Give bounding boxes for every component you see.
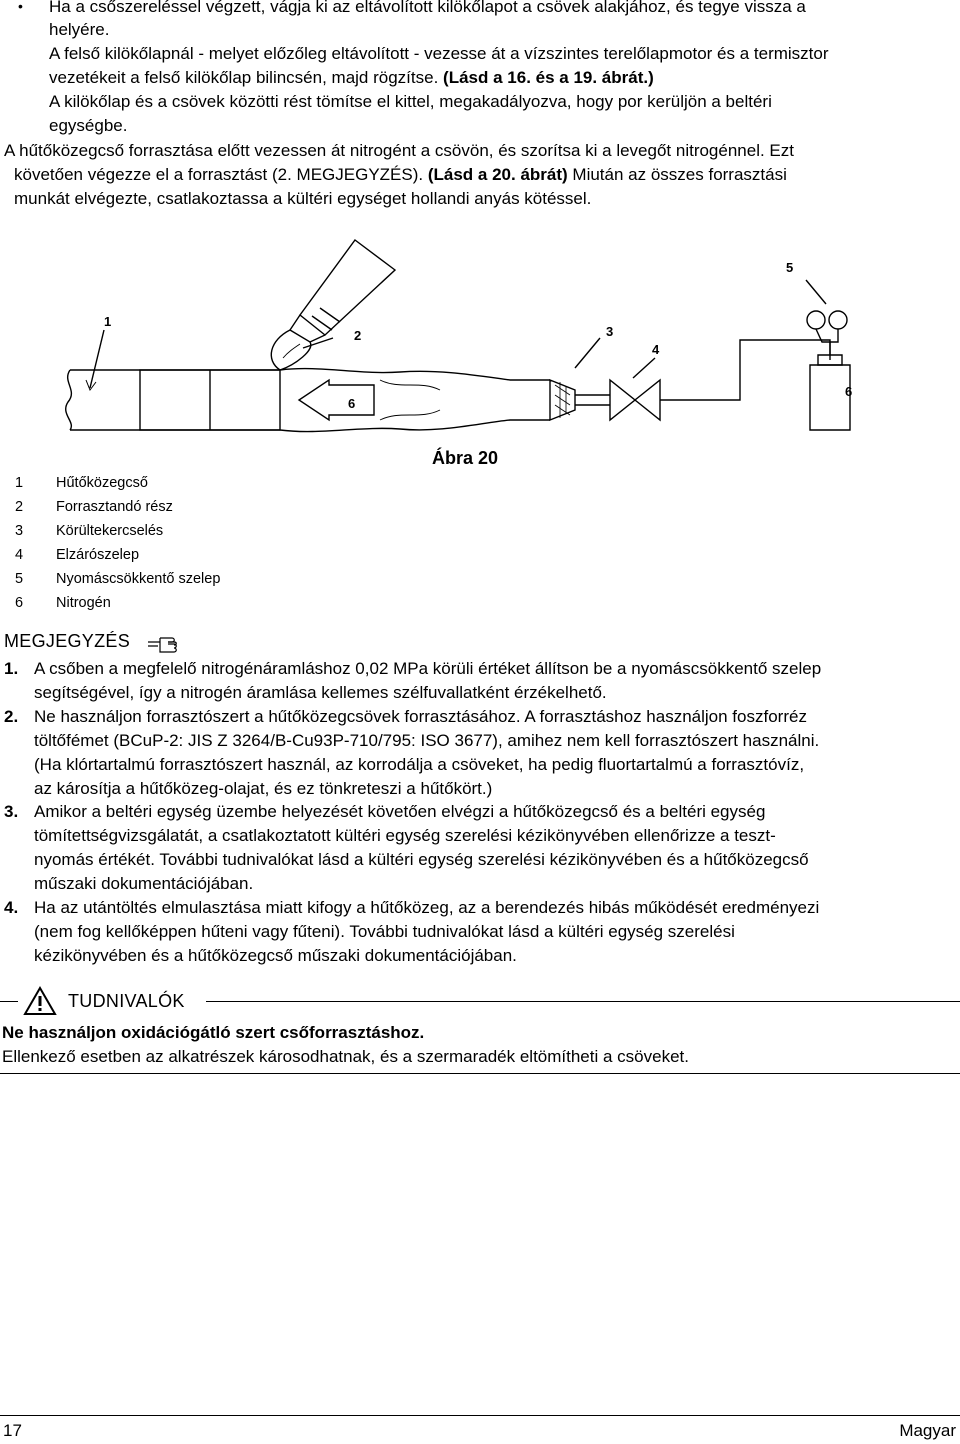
legend-number: 4 (15, 547, 24, 563)
footer-rule (0, 1415, 960, 1416)
figure-legend (15, 474, 315, 624)
note-text: kézikönyvében és a hűtőközegcső műszaki dokumentációjában. (34, 946, 517, 965)
note-text: tömítettségvizsgálatát, a csatlakoztatott kültéri egység szerelési kézikönyvében ellenőrizze a teszt- (34, 826, 776, 845)
leader-line (303, 338, 333, 348)
nitrogen-cylinder (807, 311, 853, 430)
figure-reference: (Lásd a 16. és a 19. ábrát.) (443, 68, 654, 87)
callout-5: 5 (786, 260, 794, 275)
legend-label: Nitrogén (56, 595, 111, 611)
paragraph-text: munkát elvégezte, csatlakoztassa a kültéri egységet hollandi anyás kötéssel. (14, 189, 592, 208)
paragraph-text: Miután az összes forrasztási (572, 165, 787, 184)
warning-triangle-icon (23, 986, 57, 1016)
caution-text: Ellenkező esetben az alkatrészek károsodhatnak, és a szermaradék eltömítheti a csöveket. (2, 1047, 689, 1066)
callout-2: 2 (354, 328, 362, 343)
callout-6-arrow: 6 (348, 396, 356, 411)
callout-6-cylinder: 6 (845, 384, 853, 399)
caution-rule-left (0, 1001, 18, 1002)
callout-1: 1 (104, 314, 112, 329)
paragraph-text: A kilökőlap és a csövek közötti rést tömítse el kittel, megakadályozva, hogy por kerüljön a beltéri (49, 92, 772, 111)
figure-caption: Ábra 20 (432, 448, 499, 468)
note-text: Amikor a beltéri egység üzembe helyezését követően elvégzi a hűtőközegcső és a beltéri egység (34, 802, 766, 821)
wrapped-section (280, 369, 610, 432)
legend-number: 5 (15, 571, 24, 587)
legend-number: 2 (15, 499, 24, 515)
paragraph-text (14, 163, 787, 187)
note-text: műszaki dokumentációjában. (34, 874, 254, 893)
note-number: 4. (4, 898, 19, 917)
stop-valve (610, 340, 830, 420)
note-text: segítségével, így a nitrogén áramlása kellemes szélfuvallatként érzékelhető. (34, 683, 607, 702)
figure-reference: (Lásd a 20. ábrát) (427, 165, 568, 184)
paragraph-text: A hűtőközegcső forrasztása előtt vezessen át nitrogént a csövön, és szorítsa ki a levegőt nitrogénnel. Ezt (4, 141, 794, 160)
callout-4: 4 (652, 342, 660, 357)
refrigerant-pipe (66, 370, 280, 430)
note-text: nyomás értékét. További tudnivalókat lásd a kültéri egység szerelési kézikönyvében és a hűtőközegcső (34, 850, 809, 869)
paragraph-text: A felső kilökőlapnál - melyet előzőleg eltávolított - vezesse át a vízszintes terelőlapmotor és a termisztor (49, 44, 829, 63)
paragraph-text: egységbe. (49, 116, 128, 135)
legend-number: 3 (15, 523, 24, 539)
paragraph-text (49, 66, 654, 90)
leader-line (633, 358, 655, 378)
caution-heading: TUDNIVALÓK (68, 991, 185, 1011)
bullet-dot: • (18, 0, 23, 14)
brazing-torch (271, 240, 395, 370)
legend-label: Nyomáscsökkentő szelep (56, 571, 221, 587)
note-number: 1. (4, 659, 19, 678)
callout-3: 3 (606, 324, 614, 339)
note-text: A csőben a megfelelő nitrogénáramláshoz 0,02 MPa körüli értéket állítson be a nyomáscsökkentő szelep (34, 659, 822, 678)
note-text: Ha az utántöltés elmulasztása miatt kifogy a hűtőközeg, az a berendezés hibás működését eredményezi (34, 898, 820, 917)
bullet-text: helyére. (49, 20, 110, 39)
legend-number: 6 (15, 595, 24, 611)
legend-label: Körültekercselés (56, 523, 164, 539)
note-number: 3. (4, 802, 19, 821)
legend-label: Elzárószelep (56, 547, 140, 563)
legend-label: Forrasztandó rész (56, 499, 173, 515)
note-text: Ne használjon forrasztószert a hűtőközegcsövek forrasztásához. A forrasztáshoz használjon foszforréz (34, 707, 807, 726)
page-number: 17 (3, 1421, 22, 1440)
note-text: az károsítja a hűtőközeg-olajat, és ez tönkreteszi a hűtőkört.) (34, 779, 493, 798)
paragraph-text: követően végezze el a forrasztást (2. MEGJEGYZÉS). (14, 165, 424, 184)
flow-arrow (299, 380, 374, 420)
legend-number: 1 (15, 475, 24, 491)
legend-label: Hűtőközegcső (56, 475, 148, 491)
leader-line (806, 280, 826, 304)
note-hand-icon (146, 633, 182, 655)
leader-line (90, 330, 104, 388)
footer-language: Magyar (899, 1421, 956, 1440)
leader-line (575, 338, 600, 368)
note-number: 2. (4, 707, 19, 726)
paragraph-text: vezetékeit a felső kilökőlap bilincsén, majd rögzítse. (49, 68, 439, 87)
note-text: (nem fog kellőképpen hűteni vagy fűteni). További tudnivalókat lásd a kültéri egység szerelési (34, 922, 735, 941)
brazing-diagram (0, 230, 960, 450)
bullet-text: Ha a csőszereléssel végzett, vágja ki az eltávolított kilökőlapot a csövek alakjához, és tegye vissza a (49, 0, 806, 16)
caution-bottom-rule (0, 1073, 960, 1074)
caution-rule-right (206, 1001, 960, 1002)
caution-bold-text: Ne használjon oxidációgátló szert csőforrasztáshoz. (2, 1023, 425, 1042)
note-text: (Ha klórtartalmú forrasztószert használ, az korrodálja a csöveket, ha pedig fluortartalmú a forrasztóvíz, (34, 755, 805, 774)
note-text: töltőfémet (BCuP-2: JIS Z 3264/B-Cu93P-710/795: ISO 3677), amihez nem kell forrasztószert használni. (34, 731, 820, 750)
note-heading: MEGJEGYZÉS (4, 631, 131, 651)
